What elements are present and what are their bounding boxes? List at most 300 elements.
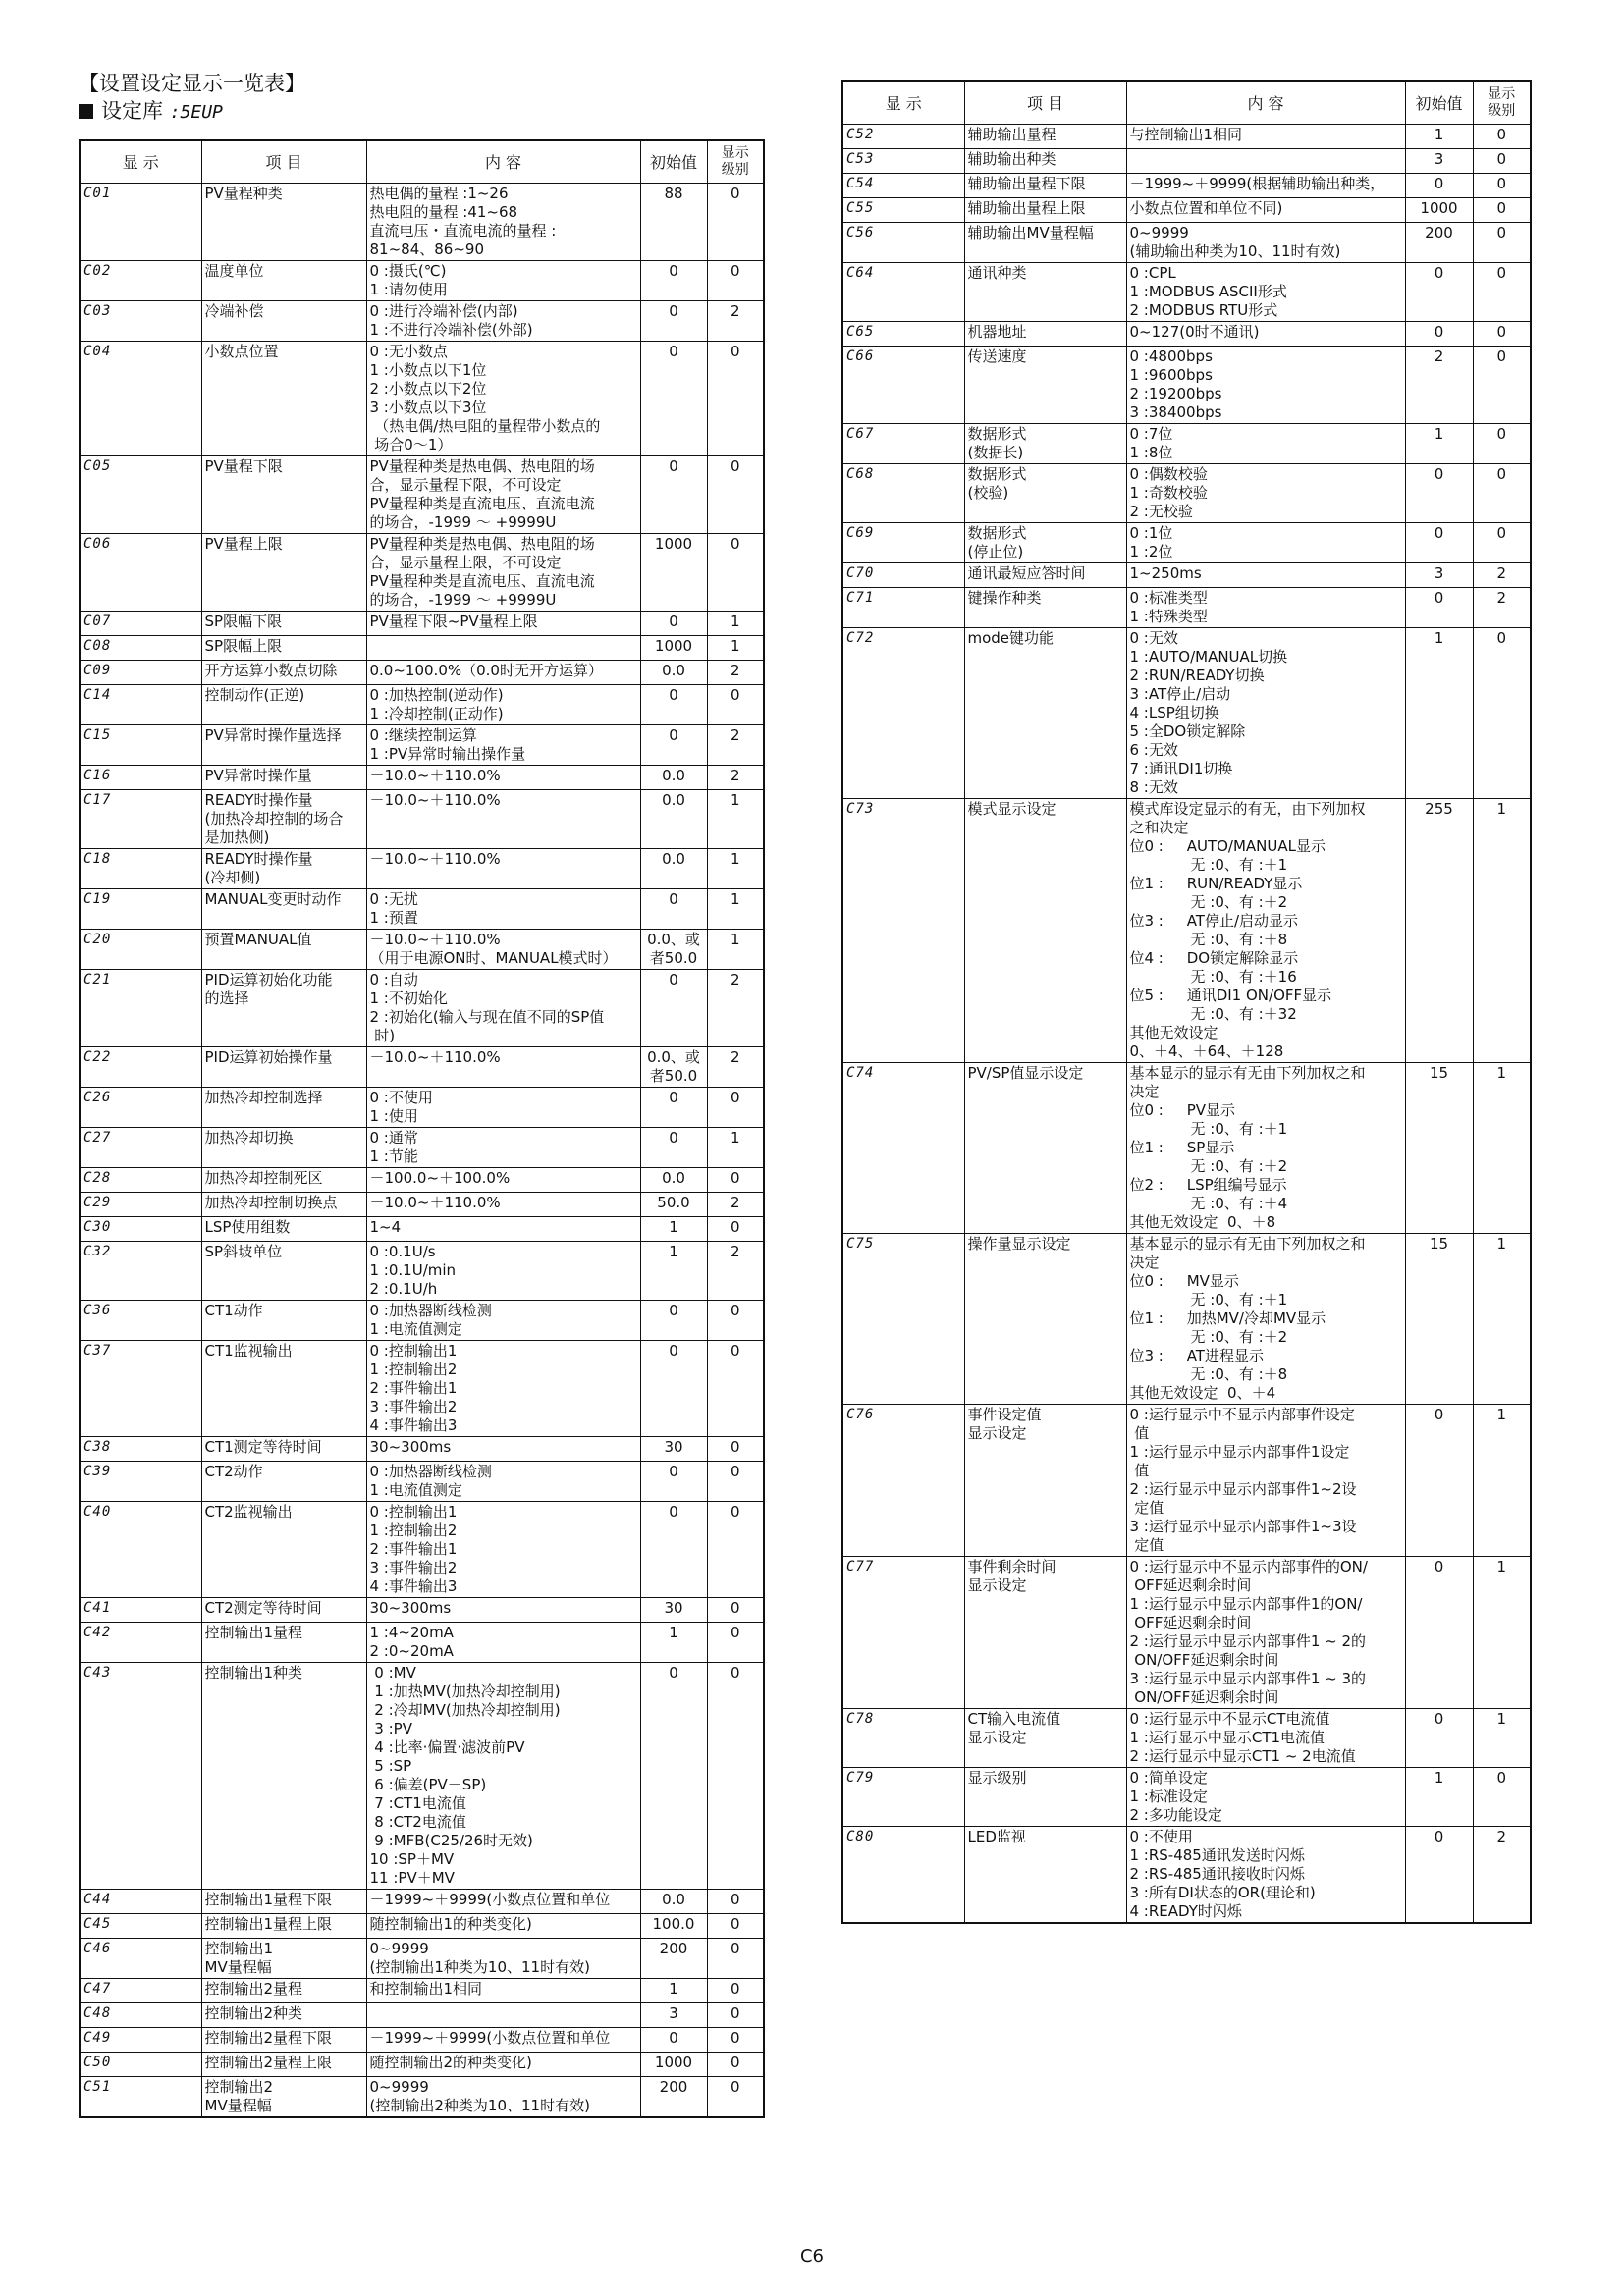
content-text: 0 :无扰 1 :预置 <box>366 889 640 930</box>
table-row <box>842 1234 1531 1405</box>
content-text: 0~127(0时不通讯) <box>1126 322 1405 347</box>
display-code: C45 <box>80 1914 201 1939</box>
content-text: －10.0~＋110.0% <box>366 790 640 849</box>
content-text: 0 :摄氏(℃) 1 :请勿使用 <box>366 261 640 301</box>
header-item: 项 目 <box>201 140 366 184</box>
initial-value: 200 <box>640 1939 707 1979</box>
content-text: 0 :加热控制(逆动作) 1 :冷却控制(正动作) <box>366 685 640 725</box>
content-text: 0 :7位 1 :8位 <box>1126 424 1405 464</box>
content-text: －10.0~＋110.0% <box>366 766 640 790</box>
content-text: －10.0~＋110.0% <box>366 849 640 889</box>
initial-value: 3 <box>640 2003 707 2028</box>
item-name: 控制输出1量程上限 <box>201 1914 366 1939</box>
initial-value: 0 <box>1405 322 1473 347</box>
initial-value: 0 <box>640 1663 707 1890</box>
table-row <box>80 1217 764 1242</box>
item-name: 通讯最短应答时间 <box>964 563 1126 588</box>
content-text: －10.0~＋110.0% <box>366 1193 640 1217</box>
initial-value: 1000 <box>640 534 707 612</box>
display-code: C71 <box>842 588 964 628</box>
table-row <box>842 149 1531 174</box>
display-level: 0 <box>707 1088 764 1128</box>
display-code: C37 <box>80 1341 201 1437</box>
content-text: 1 :4~20mA 2 :0~20mA <box>366 1623 640 1663</box>
display-code: C64 <box>842 263 964 322</box>
display-code: C18 <box>80 849 201 889</box>
initial-value: 1 <box>1405 1768 1473 1827</box>
initial-value: 1000 <box>640 2053 707 2077</box>
table-row <box>80 685 764 725</box>
table-row <box>80 1598 764 1623</box>
display-code: C79 <box>842 1768 964 1827</box>
content-text: 0 :加热器断线检测 1 :电流值测定 <box>366 1301 640 1341</box>
table-row <box>842 799 1531 1063</box>
content-text: 基本显示的显示有无由下列加权之和 决定 位0 : PV显示 无 :0、有 :＋1 位1 : SP显示 无 :0、有 :＋2 位2 : LSP组编号显示 无 :0、有 :＋4 其他无效设定 0、＋8 <box>1126 1063 1405 1234</box>
content-text: 0~9999 (控制输出2种类为10、11时有效) <box>366 2077 640 2118</box>
display-level: 1 <box>707 889 764 930</box>
item-name: 辅助输出MV量程幅 <box>964 223 1126 263</box>
initial-value: 0 <box>640 1301 707 1341</box>
display-code: C78 <box>842 1709 964 1768</box>
content-text: －10.0~＋110.0% <box>366 1047 640 1088</box>
display-code: C38 <box>80 1437 201 1462</box>
display-code: C30 <box>80 1217 201 1242</box>
table-row <box>80 1890 764 1914</box>
display-level: 0 <box>707 1168 764 1193</box>
display-code: C03 <box>80 301 201 342</box>
initial-value: 1 <box>640 1217 707 1242</box>
item-name: MANUAL变更时动作 <box>201 889 366 930</box>
table-row <box>80 1088 764 1128</box>
display-level: 1 <box>707 636 764 661</box>
display-level: 1 <box>1473 1234 1531 1405</box>
initial-value: 1000 <box>640 636 707 661</box>
initial-value: 0.0、或 者50.0 <box>640 1047 707 1088</box>
table-row <box>80 1128 764 1168</box>
content-text: 1~4 <box>366 1217 640 1242</box>
initial-value: 1000 <box>1405 198 1473 223</box>
subtitle-text: 设定库 <box>101 99 163 123</box>
display-level: 1 <box>707 790 764 849</box>
initial-value: 100.0 <box>640 1914 707 1939</box>
table-row <box>80 1193 764 1217</box>
display-level: 1 <box>1473 1405 1531 1557</box>
initial-value: 0 <box>640 970 707 1047</box>
content-text: 小数点位置和单位不同) <box>1126 198 1405 223</box>
display-code: C65 <box>842 322 964 347</box>
item-name: 辅助输出量程上限 <box>964 198 1126 223</box>
initial-value: 30 <box>640 1598 707 1623</box>
display-code: C15 <box>80 725 201 766</box>
display-code: C43 <box>80 1663 201 1890</box>
table-row <box>80 1979 764 2003</box>
content-text: 0~9999 (辅助输出种类为10、11时有效) <box>1126 223 1405 263</box>
table-row <box>80 1168 764 1193</box>
item-name: 传送速度 <box>964 347 1126 424</box>
content-text: －10.0~＋110.0% （用于电源ON时、MANUAL模式时） <box>366 930 640 970</box>
initial-value: 0 <box>640 889 707 930</box>
initial-value: 0 <box>640 2028 707 2053</box>
table-row <box>80 1914 764 1939</box>
table-row <box>80 342 764 456</box>
initial-value: 0 <box>640 456 707 534</box>
table-row <box>80 930 764 970</box>
display-code: C06 <box>80 534 201 612</box>
content-text: 与控制输出1相同 <box>1126 125 1405 149</box>
display-code: C40 <box>80 1502 201 1598</box>
display-code: C04 <box>80 342 201 456</box>
initial-value: 0 <box>640 1462 707 1502</box>
display-level: 0 <box>707 534 764 612</box>
content-text <box>366 636 640 661</box>
item-name: PID运算初始操作量 <box>201 1047 366 1088</box>
item-name: 数据形式 (数据长) <box>964 424 1126 464</box>
initial-value: 0.0 <box>640 766 707 790</box>
item-name: 控制输出2种类 <box>201 2003 366 2028</box>
content-text: －100.0~＋100.0% <box>366 1168 640 1193</box>
content-text: 0 :控制输出1 1 :控制输出2 2 :事件输出1 3 :事件输出2 4 :事件输出3 <box>366 1502 640 1598</box>
item-name: PV异常时操作量选择 <box>201 725 366 766</box>
display-code: C36 <box>80 1301 201 1341</box>
content-text: 0 :运行显示中不显示内部事件的ON/ OFF延迟剩余时间 1 :运行显示中显示内部事件1的ON/ OFF延迟剩余时间 2 :运行显示中显示内部事件1 ~ 2的 ON/OFF延迟剩余时间 3 :运行显示中显示内部事件1 ~ 3的 ON/OFF延迟剩余时间 <box>1126 1557 1405 1709</box>
initial-value: 0.0 <box>640 790 707 849</box>
content-text: －1999~＋9999(小数点位置和单位 <box>366 1890 640 1914</box>
display-code: C05 <box>80 456 201 534</box>
item-name: CT1动作 <box>201 1301 366 1341</box>
table-row <box>842 464 1531 523</box>
item-name: CT1监视输出 <box>201 1341 366 1437</box>
content-text: 0 :继续控制运算 1 :PV异常时输出操作量 <box>366 725 640 766</box>
display-code: C17 <box>80 790 201 849</box>
item-name: 通讯种类 <box>964 263 1126 322</box>
display-level: 0 <box>707 2053 764 2077</box>
initial-value: 0.0 <box>640 661 707 685</box>
display-code: C69 <box>842 523 964 563</box>
display-level: 0 <box>1473 1768 1531 1827</box>
header-level: 显示 级别 <box>707 140 764 184</box>
content-text <box>366 2003 640 2028</box>
table-row <box>80 889 764 930</box>
initial-value: 0 <box>640 1502 707 1598</box>
page-title: 【设置设定显示一览表】 <box>79 72 305 95</box>
content-text: PV量程种类是热电偶、热电阻的场 合，显示量程下限，不可设定 PV量程种类是直流电压、直流电流 的场合，-1999 ～ +9999U <box>366 456 640 534</box>
content-text: 0 :自动 1 :不初始化 2 :初始化(输入与现在值不同的SP值 时) <box>366 970 640 1047</box>
table-row <box>842 563 1531 588</box>
item-name: LED监视 <box>964 1827 1126 1924</box>
initial-value: 0 <box>640 1341 707 1437</box>
item-name: 控制输出2量程上限 <box>201 2053 366 2077</box>
initial-value: 200 <box>1405 223 1473 263</box>
table-row <box>80 1242 764 1301</box>
initial-value: 15 <box>1405 1234 1473 1405</box>
item-name: 开方运算小数点切除 <box>201 661 366 685</box>
display-level: 2 <box>707 766 764 790</box>
table-row <box>842 125 1531 149</box>
display-code: C67 <box>842 424 964 464</box>
table-row <box>80 725 764 766</box>
display-level: 1 <box>707 612 764 636</box>
display-code: C16 <box>80 766 201 790</box>
display-level: 2 <box>707 725 764 766</box>
library-code: :5EUP <box>169 102 223 123</box>
table-row <box>842 1709 1531 1768</box>
display-level: 0 <box>707 342 764 456</box>
initial-value: 0 <box>1405 174 1473 198</box>
display-level: 0 <box>707 1890 764 1914</box>
display-code: C22 <box>80 1047 201 1088</box>
initial-value: 1 <box>640 1242 707 1301</box>
item-name: 事件设定值 显示设定 <box>964 1405 1126 1557</box>
content-text: 0 :标准类型 1 :特殊类型 <box>1126 588 1405 628</box>
content-text: 0~9999 (控制输出1种类为10、11时有效) <box>366 1939 640 1979</box>
initial-value: 0 <box>640 261 707 301</box>
item-name: 控制输出2量程下限 <box>201 2028 366 2053</box>
table-row <box>842 347 1531 424</box>
initial-value: 0 <box>1405 1709 1473 1768</box>
display-level: 0 <box>707 1341 764 1437</box>
initial-value: 0 <box>1405 588 1473 628</box>
item-name: 辅助输出量程下限 <box>964 174 1126 198</box>
display-code: C68 <box>842 464 964 523</box>
page-number: C6 <box>799 2246 825 2267</box>
display-code: C39 <box>80 1462 201 1502</box>
display-code: C14 <box>80 685 201 725</box>
table-row <box>80 1623 764 1663</box>
item-name: 控制输出2 MV量程幅 <box>201 2077 366 2118</box>
header-initial: 初始值 <box>640 140 707 184</box>
item-name: 温度单位 <box>201 261 366 301</box>
table-row <box>80 184 764 261</box>
item-name: 控制输出1量程下限 <box>201 1890 366 1914</box>
table-row <box>80 1437 764 1462</box>
display-level: 0 <box>707 1623 764 1663</box>
display-level: 2 <box>707 970 764 1047</box>
table-row <box>842 263 1531 322</box>
display-code: C07 <box>80 612 201 636</box>
initial-value: 0.0 <box>640 1890 707 1914</box>
table-row <box>80 1341 764 1437</box>
table-row <box>842 588 1531 628</box>
content-text: 模式库设定显示的有无，由下列加权 之和决定 位0 : AUTO/MANUAL显示 无 :0、有 :＋1 位1 : RUN/READY显示 无 :0、有 :＋2 位3 : AT停止/启动显示 无 :0、有 :＋8 位4 : DO锁定解除显示 无 :0、有 :＋16 位5 : 通讯DI1 ON/OFF显示 无 :0、有 :＋32 其他无效设定 0、＋4、＋64、＋128 <box>1126 799 1405 1063</box>
initial-value: 1 <box>1405 125 1473 149</box>
display-code: C41 <box>80 1598 201 1623</box>
item-name: 模式显示设定 <box>964 799 1126 1063</box>
header-content: 内 容 <box>366 140 640 184</box>
display-level: 0 <box>707 1462 764 1502</box>
display-code: C27 <box>80 1128 201 1168</box>
content-text: 0 :加热器断线检测 1 :电流值测定 <box>366 1462 640 1502</box>
settings-table-left <box>79 139 765 2118</box>
initial-value: 3 <box>1405 563 1473 588</box>
display-code: C48 <box>80 2003 201 2028</box>
table-row <box>80 1663 764 1890</box>
display-level: 0 <box>707 1663 764 1890</box>
item-name: 辅助输出种类 <box>964 149 1126 174</box>
item-name: 键操作种类 <box>964 588 1126 628</box>
item-name: PV量程上限 <box>201 534 366 612</box>
initial-value: 0.0、或 者50.0 <box>640 930 707 970</box>
table-row <box>842 1768 1531 1827</box>
item-name: 显示级别 <box>964 1768 1126 1827</box>
header-display: 显 示 <box>842 81 964 125</box>
display-level: 0 <box>707 2077 764 2118</box>
table-row <box>842 198 1531 223</box>
display-level: 0 <box>1473 424 1531 464</box>
table-row <box>842 223 1531 263</box>
content-text: 基本显示的显示有无由下列加权之和 决定 位0 : MV显示 无 :0、有 :＋1 位1 : 加热MV/冷却MV显示 无 :0、有 :＋2 位3 : AT进程显示 无 :0、有 :＋8 其他无效设定 0、＋4 <box>1126 1234 1405 1405</box>
display-level: 2 <box>1473 563 1531 588</box>
table-row <box>80 2077 764 2118</box>
display-code: C50 <box>80 2053 201 2077</box>
initial-value: 1 <box>1405 628 1473 799</box>
table-row <box>80 661 764 685</box>
initial-value: 0.0 <box>640 1168 707 1193</box>
display-code: C01 <box>80 184 201 261</box>
display-level: 2 <box>1473 588 1531 628</box>
table-row <box>842 628 1531 799</box>
content-text: －1999~＋9999(根据辅助输出种类， <box>1126 174 1405 198</box>
content-text: PV量程下限~PV量程上限 <box>366 612 640 636</box>
display-level: 1 <box>1473 1709 1531 1768</box>
content-text: 0 :MV 1 :加热MV(加热冷却控制用) 2 :冷却MV(加热冷却控制用) 3 :PV 4 :比率·偏置·滤波前PV 5 :SP 6 :偏差(PV－SP) 7 :CT1电流值 8 :CT2电流值 9 :MFB(C25/26时无效) 10 :SP＋MV 11 :PV＋MV <box>366 1663 640 1890</box>
header-initial: 初始值 <box>1405 81 1473 125</box>
display-code: C19 <box>80 889 201 930</box>
initial-value: 0 <box>640 342 707 456</box>
display-level: 1 <box>707 1128 764 1168</box>
item-name: 加热冷却控制死区 <box>201 1168 366 1193</box>
item-name: READY时操作量 (冷却侧) <box>201 849 366 889</box>
display-level: 1 <box>1473 1557 1531 1709</box>
display-code: C72 <box>842 628 964 799</box>
item-name: 加热冷却控制选择 <box>201 1088 366 1128</box>
display-level: 0 <box>707 261 764 301</box>
table-row <box>80 970 764 1047</box>
item-name: CT2动作 <box>201 1462 366 1502</box>
item-name: 操作量显示设定 <box>964 1234 1126 1405</box>
display-level: 2 <box>1473 1827 1531 1924</box>
item-name: 控制输出1 MV量程幅 <box>201 1939 366 1979</box>
initial-value: 1 <box>640 1979 707 2003</box>
table-row <box>80 2028 764 2053</box>
section-subtitle <box>79 98 223 126</box>
initial-value: 0 <box>1405 523 1473 563</box>
display-level: 0 <box>707 1301 764 1341</box>
content-text: 0 :4800bps 1 :9600bps 2 :19200bps 3 :38400bps <box>1126 347 1405 424</box>
display-level: 0 <box>707 1914 764 1939</box>
item-name: CT2监视输出 <box>201 1502 366 1598</box>
display-code: C54 <box>842 174 964 198</box>
initial-value: 0 <box>1405 1827 1473 1924</box>
display-code: C20 <box>80 930 201 970</box>
item-name: 加热冷却切换 <box>201 1128 366 1168</box>
item-name: SP限幅上限 <box>201 636 366 661</box>
initial-value: 1 <box>640 1623 707 1663</box>
item-name: READY时操作量 (加热冷却控制的场合 是加热侧) <box>201 790 366 849</box>
item-name: 加热冷却控制切换点 <box>201 1193 366 1217</box>
display-level: 0 <box>1473 628 1531 799</box>
display-level: 1 <box>1473 1063 1531 1234</box>
display-level: 1 <box>707 930 764 970</box>
initial-value: 0 <box>640 1088 707 1128</box>
display-code: C46 <box>80 1939 201 1979</box>
initial-value: 50.0 <box>640 1193 707 1217</box>
item-name: 预置MANUAL值 <box>201 930 366 970</box>
initial-value: 200 <box>640 2077 707 2118</box>
display-code: C26 <box>80 1088 201 1128</box>
content-text: 0 :不使用 1 :使用 <box>366 1088 640 1128</box>
display-level: 0 <box>1473 125 1531 149</box>
table-row <box>80 1462 764 1502</box>
item-name: 小数点位置 <box>201 342 366 456</box>
display-level: 0 <box>707 1939 764 1979</box>
initial-value: 0 <box>1405 1557 1473 1709</box>
display-level: 0 <box>1473 149 1531 174</box>
item-name: SP限幅下限 <box>201 612 366 636</box>
display-level: 0 <box>1473 198 1531 223</box>
display-code: C73 <box>842 799 964 1063</box>
display-level: 0 <box>707 685 764 725</box>
display-level: 0 <box>707 1502 764 1598</box>
item-name: mode键功能 <box>964 628 1126 799</box>
content-text: 0 :控制输出1 1 :控制输出2 2 :事件输出1 3 :事件输出2 4 :事件输出3 <box>366 1341 640 1437</box>
display-level: 0 <box>1473 223 1531 263</box>
display-level: 0 <box>707 1598 764 1623</box>
initial-value: 1 <box>1405 424 1473 464</box>
table-row <box>80 456 764 534</box>
content-text: 0 :0.1U/s 1 :0.1U/min 2 :0.1U/h <box>366 1242 640 1301</box>
table-row <box>80 1939 764 1979</box>
square-bullet-icon <box>79 104 93 119</box>
content-text: 随控制输出1的种类变化) <box>366 1914 640 1939</box>
table-row <box>80 790 764 849</box>
table-row <box>80 261 764 301</box>
display-code: C21 <box>80 970 201 1047</box>
display-level: 0 <box>1473 174 1531 198</box>
display-code: C75 <box>842 1234 964 1405</box>
item-name: 控制输出2量程 <box>201 1979 366 2003</box>
content-text: 和控制输出1相同 <box>366 1979 640 2003</box>
table-row <box>842 424 1531 464</box>
item-name: 机器地址 <box>964 322 1126 347</box>
initial-value: 255 <box>1405 799 1473 1063</box>
display-code: C47 <box>80 1979 201 2003</box>
content-text: 0 :不使用 1 :RS-485通讯发送时闪烁 2 :RS-485通讯接收时闪烁 3 :所有DI状态的OR(理论和) 4 :READY时闪烁 <box>1126 1827 1405 1924</box>
display-code: C08 <box>80 636 201 661</box>
display-code: C76 <box>842 1405 964 1557</box>
display-level: 0 <box>707 1217 764 1242</box>
table-row <box>80 301 764 342</box>
table-row <box>80 849 764 889</box>
item-name: PV量程种类 <box>201 184 366 261</box>
display-level: 0 <box>1473 464 1531 523</box>
initial-value: 0 <box>640 1128 707 1168</box>
display-level: 0 <box>1473 523 1531 563</box>
item-name: PV量程下限 <box>201 456 366 534</box>
table-row <box>80 612 764 636</box>
initial-value: 0.0 <box>640 849 707 889</box>
display-code: C49 <box>80 2028 201 2053</box>
content-text: 1~250ms <box>1126 563 1405 588</box>
display-level: 0 <box>707 2003 764 2028</box>
table-row <box>80 2003 764 2028</box>
content-text: 30~300ms <box>366 1598 640 1623</box>
table-row <box>842 1827 1531 1924</box>
initial-value: 0 <box>640 725 707 766</box>
item-name: CT1测定等待时间 <box>201 1437 366 1462</box>
content-text: 0 :无小数点 1 :小数点以下1位 2 :小数点以下2位 3 :小数点以下3位 （热电偶/热电阻的量程带小数点的 场合0～1） <box>366 342 640 456</box>
item-name: 数据形式 (停止位) <box>964 523 1126 563</box>
display-code: C56 <box>842 223 964 263</box>
